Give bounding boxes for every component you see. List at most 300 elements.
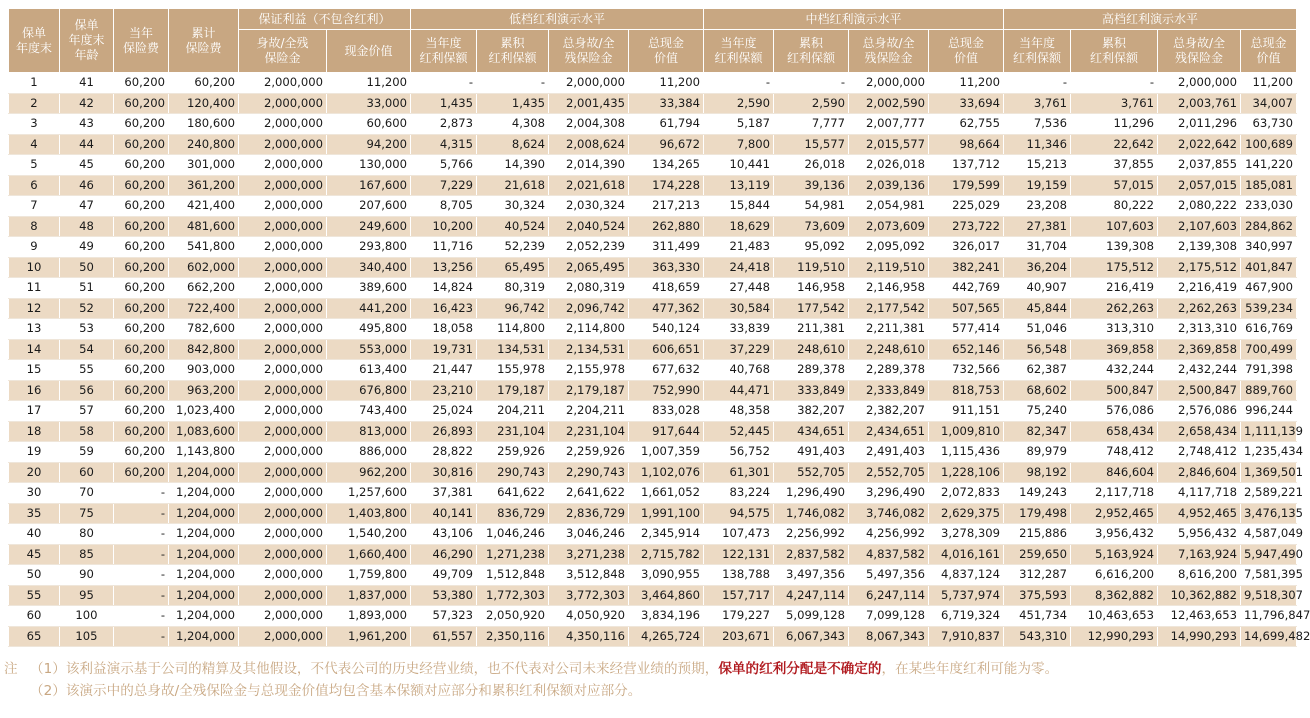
cell-high-total-cash: 233,030 — [1241, 196, 1297, 217]
cell-low-annual-bonus: 26,893 — [411, 421, 477, 442]
cell-low-annual-bonus: 46,290 — [411, 544, 477, 565]
cell-cumulative-premium: 602,000 — [169, 257, 239, 278]
cell-high-total-death: 2,175,512 — [1158, 257, 1241, 278]
cell-death-benefit: 2,000,000 — [239, 544, 327, 565]
cell-annual-premium: 60,200 — [114, 401, 169, 422]
cell-low-annual-bonus: 37,381 — [411, 483, 477, 504]
cell-high-total-death: 12,463,653 — [1158, 606, 1241, 627]
cell-low-cumulative-bonus: 30,324 — [477, 196, 549, 217]
header-policy-year: 保单 年度末 — [9, 9, 60, 73]
cell-low-total-cash: 833,028 — [629, 401, 704, 422]
cell-mid-annual-bonus: 61,301 — [704, 462, 774, 483]
cell-low-total-cash: 606,651 — [629, 339, 704, 360]
cell-annual-premium: - — [114, 544, 169, 565]
cell-cumulative-premium: 1,204,000 — [169, 626, 239, 647]
cell-low-total-death: 2,052,239 — [549, 237, 629, 258]
cell-mid-total-cash: 442,769 — [929, 278, 1004, 299]
cell-mid-total-cash: 911,151 — [929, 401, 1004, 422]
cell-cumulative-premium: 120,400 — [169, 93, 239, 114]
cell-mid-total-cash: 1,115,436 — [929, 442, 1004, 463]
cell-policy-year: 6 — [9, 175, 60, 196]
cell-low-annual-bonus: 7,229 — [411, 175, 477, 196]
cell-death-benefit: 2,000,000 — [239, 565, 327, 586]
cell-mid-total-death: 2,119,510 — [849, 257, 929, 278]
cell-policy-year: 18 — [9, 421, 60, 442]
cell-annual-premium: 60,200 — [114, 339, 169, 360]
cell-mid-total-death: 2,039,136 — [849, 175, 929, 196]
cell-low-cumulative-bonus: 4,308 — [477, 114, 549, 135]
cell-mid-cumulative-bonus: 211,381 — [774, 319, 849, 340]
cell-high-cumulative-bonus: 658,434 — [1071, 421, 1158, 442]
cell-mid-total-death: 4,837,582 — [849, 544, 929, 565]
cell-cumulative-premium: 1,204,000 — [169, 565, 239, 586]
cell-low-annual-bonus: 5,766 — [411, 155, 477, 176]
cell-annual-premium: 60,200 — [114, 257, 169, 278]
cell-low-total-death: 2,065,495 — [549, 257, 629, 278]
cell-policy-year: 55 — [9, 585, 60, 606]
cell-age: 95 — [60, 585, 114, 606]
table-header — [9, 9, 1297, 73]
cell-cash-value: 743,400 — [327, 401, 411, 422]
cell-high-total-death: 2,846,604 — [1158, 462, 1241, 483]
cell-mid-annual-bonus: 40,768 — [704, 360, 774, 381]
cell-low-total-cash: 3,090,955 — [629, 565, 704, 586]
cell-death-benefit: 2,000,000 — [239, 73, 327, 94]
cell-cumulative-premium: 481,600 — [169, 216, 239, 237]
cell-cash-value: 340,400 — [327, 257, 411, 278]
cell-low-total-death: 2,231,104 — [549, 421, 629, 442]
cell-mid-total-death: 5,497,356 — [849, 565, 929, 586]
cell-mid-annual-bonus: 179,227 — [704, 606, 774, 627]
cell-cash-value: 293,800 — [327, 237, 411, 258]
cell-death-benefit: 2,000,000 — [239, 380, 327, 401]
cell-death-benefit: 2,000,000 — [239, 606, 327, 627]
cell-low-total-cash: 752,990 — [629, 380, 704, 401]
cell-low-cumulative-bonus: 14,390 — [477, 155, 549, 176]
cell-cumulative-premium: 301,000 — [169, 155, 239, 176]
cell-high-annual-bonus: 179,498 — [1004, 503, 1071, 524]
cell-policy-year: 50 — [9, 565, 60, 586]
cell-annual-premium: - — [114, 524, 169, 545]
cell-mid-cumulative-bonus: 3,497,356 — [774, 565, 849, 586]
cell-low-total-death: 2,259,926 — [549, 442, 629, 463]
cell-mid-total-death: 7,099,128 — [849, 606, 929, 627]
header-annual-premium: 当年 保险费 — [114, 9, 169, 73]
cell-cumulative-premium: 1,204,000 — [169, 483, 239, 504]
cell-high-total-death: 2,011,296 — [1158, 114, 1241, 135]
cell-high-annual-bonus: 312,287 — [1004, 565, 1071, 586]
cell-cash-value: 249,600 — [327, 216, 411, 237]
cell-low-total-death: 2,030,324 — [549, 196, 629, 217]
cell-high-cumulative-bonus: 432,244 — [1071, 360, 1158, 381]
cell-annual-premium: 60,200 — [114, 380, 169, 401]
cell-policy-year: 40 — [9, 524, 60, 545]
table-row — [9, 421, 1297, 442]
header-mid-total-cash: 总现金 价值 — [929, 30, 1004, 73]
cell-cash-value: 1,961,200 — [327, 626, 411, 647]
cell-high-cumulative-bonus: 216,419 — [1071, 278, 1158, 299]
cell-policy-year: 9 — [9, 237, 60, 258]
cell-high-total-cash: 5,947,490 — [1241, 544, 1297, 565]
table-row — [9, 216, 1297, 237]
cell-low-total-cash: 363,330 — [629, 257, 704, 278]
cell-low-cumulative-bonus: 96,742 — [477, 298, 549, 319]
cell-annual-premium: 60,200 — [114, 93, 169, 114]
cell-high-cumulative-bonus: 369,858 — [1071, 339, 1158, 360]
cell-high-annual-bonus: 75,240 — [1004, 401, 1071, 422]
header-high-total-cash: 总现金 价值 — [1241, 30, 1297, 73]
cell-mid-total-death: 2,095,092 — [849, 237, 929, 258]
cell-low-annual-bonus: 10,200 — [411, 216, 477, 237]
cell-mid-total-death: 2,491,403 — [849, 442, 929, 463]
cell-mid-annual-bonus: 15,844 — [704, 196, 774, 217]
cell-low-annual-bonus: 30,816 — [411, 462, 477, 483]
cell-age: 100 — [60, 606, 114, 627]
cell-cumulative-premium: 1,204,000 — [169, 503, 239, 524]
cell-high-total-cash: 14,699,482 — [1241, 626, 1297, 647]
benefit-illustration-table — [8, 8, 1310, 647]
cell-low-total-death: 4,050,920 — [549, 606, 629, 627]
cell-low-cumulative-bonus: 179,187 — [477, 380, 549, 401]
cell-low-total-cash: 540,124 — [629, 319, 704, 340]
cell-mid-cumulative-bonus: 26,018 — [774, 155, 849, 176]
cell-low-annual-bonus: 4,315 — [411, 134, 477, 155]
cell-mid-total-death: 2,000,000 — [849, 73, 929, 94]
cell-high-total-death: 2,369,858 — [1158, 339, 1241, 360]
cell-high-cumulative-bonus: 80,222 — [1071, 196, 1158, 217]
cell-high-total-cash: 3,476,135 — [1241, 503, 1297, 524]
cell-low-total-death: 2,014,390 — [549, 155, 629, 176]
cell-low-total-cash: 3,834,196 — [629, 606, 704, 627]
header-cash-value: 现金价值 — [327, 30, 411, 73]
cell-low-cumulative-bonus: 2,050,920 — [477, 606, 549, 627]
cell-policy-year: 5 — [9, 155, 60, 176]
cell-mid-cumulative-bonus: 146,958 — [774, 278, 849, 299]
cell-high-cumulative-bonus: 5,163,924 — [1071, 544, 1158, 565]
cell-low-total-death: 2,134,531 — [549, 339, 629, 360]
cell-low-total-cash: 262,880 — [629, 216, 704, 237]
cell-mid-total-death: 2,248,610 — [849, 339, 929, 360]
cell-high-cumulative-bonus: 262,263 — [1071, 298, 1158, 319]
cell-low-total-cash: 1,991,100 — [629, 503, 704, 524]
cell-high-annual-bonus: 11,346 — [1004, 134, 1071, 155]
cell-high-total-cash: 539,234 — [1241, 298, 1297, 319]
cell-high-cumulative-bonus: 10,463,653 — [1071, 606, 1158, 627]
cell-mid-cumulative-bonus: 248,610 — [774, 339, 849, 360]
cell-mid-cumulative-bonus: 434,651 — [774, 421, 849, 442]
cell-mid-annual-bonus: 107,473 — [704, 524, 774, 545]
cell-low-total-cash: 2,715,782 — [629, 544, 704, 565]
cell-high-total-death: 2,748,412 — [1158, 442, 1241, 463]
cell-policy-year: 15 — [9, 360, 60, 381]
cell-high-total-death: 10,362,882 — [1158, 585, 1241, 606]
cell-high-annual-bonus: 51,046 — [1004, 319, 1071, 340]
cell-mid-total-cash: 225,029 — [929, 196, 1004, 217]
cell-low-annual-bonus: 13,256 — [411, 257, 477, 278]
cell-cash-value: 1,540,200 — [327, 524, 411, 545]
cell-high-cumulative-bonus: 500,847 — [1071, 380, 1158, 401]
cell-low-total-death: 2,096,742 — [549, 298, 629, 319]
cell-cash-value: 962,200 — [327, 462, 411, 483]
cell-high-cumulative-bonus: 57,015 — [1071, 175, 1158, 196]
cell-policy-year: 8 — [9, 216, 60, 237]
cell-mid-annual-bonus: 18,629 — [704, 216, 774, 237]
cell-high-total-cash: 63,730 — [1241, 114, 1297, 135]
cell-high-annual-bonus: 56,548 — [1004, 339, 1071, 360]
cell-high-annual-bonus: 31,704 — [1004, 237, 1071, 258]
cell-mid-total-cash: 179,599 — [929, 175, 1004, 196]
cell-high-total-death: 2,576,086 — [1158, 401, 1241, 422]
cell-policy-year: 65 — [9, 626, 60, 647]
cell-high-annual-bonus: 36,204 — [1004, 257, 1071, 278]
cell-high-annual-bonus: 98,192 — [1004, 462, 1071, 483]
cell-cumulative-premium: 60,200 — [169, 73, 239, 94]
cell-high-total-cash: 1,369,501 — [1241, 462, 1297, 483]
cell-mid-cumulative-bonus: 7,777 — [774, 114, 849, 135]
cell-death-benefit: 2,000,000 — [239, 626, 327, 647]
cell-high-cumulative-bonus: 8,362,882 — [1071, 585, 1158, 606]
cell-annual-premium: 60,200 — [114, 175, 169, 196]
cell-cash-value: 1,403,800 — [327, 503, 411, 524]
cell-policy-year: 30 — [9, 483, 60, 504]
table-row — [9, 155, 1297, 176]
cell-low-total-death: 2,204,211 — [549, 401, 629, 422]
cell-low-total-cash: 11,200 — [629, 73, 704, 94]
cell-low-total-cash: 96,672 — [629, 134, 704, 155]
table-row — [9, 462, 1297, 483]
cell-low-total-death: 2,641,622 — [549, 483, 629, 504]
cell-high-total-death: 2,080,222 — [1158, 196, 1241, 217]
cell-annual-premium: 60,200 — [114, 73, 169, 94]
cell-annual-premium: 60,200 — [114, 216, 169, 237]
cell-low-cumulative-bonus: 8,624 — [477, 134, 549, 155]
cell-mid-annual-bonus: 10,441 — [704, 155, 774, 176]
cell-mid-annual-bonus: 56,752 — [704, 442, 774, 463]
cell-cumulative-premium: 1,204,000 — [169, 524, 239, 545]
table-row — [9, 524, 1297, 545]
cell-low-total-death: 2,290,743 — [549, 462, 629, 483]
cell-low-cumulative-bonus: 114,800 — [477, 319, 549, 340]
cell-high-cumulative-bonus: 175,512 — [1071, 257, 1158, 278]
cell-death-benefit: 2,000,000 — [239, 216, 327, 237]
cell-cumulative-premium: 1,143,800 — [169, 442, 239, 463]
cell-mid-total-death: 2,434,651 — [849, 421, 929, 442]
cell-mid-total-cash: 382,241 — [929, 257, 1004, 278]
table-row — [9, 93, 1297, 114]
cell-cumulative-premium: 1,204,000 — [169, 544, 239, 565]
cell-cash-value: 33,000 — [327, 93, 411, 114]
cell-annual-premium: - — [114, 626, 169, 647]
cell-low-total-cash: 311,499 — [629, 237, 704, 258]
cell-high-cumulative-bonus: 107,603 — [1071, 216, 1158, 237]
cell-mid-annual-bonus: 138,788 — [704, 565, 774, 586]
cell-high-cumulative-bonus: 576,086 — [1071, 401, 1158, 422]
cell-policy-year: 45 — [9, 544, 60, 565]
cell-mid-total-cash: 4,837,124 — [929, 565, 1004, 586]
cell-high-annual-bonus: 215,886 — [1004, 524, 1071, 545]
cell-age: 44 — [60, 134, 114, 155]
cell-age: 53 — [60, 319, 114, 340]
cell-high-total-cash: 700,499 — [1241, 339, 1297, 360]
cell-high-cumulative-bonus: 12,990,293 — [1071, 626, 1158, 647]
cell-policy-year: 19 — [9, 442, 60, 463]
table-row — [9, 606, 1297, 627]
cell-mid-cumulative-bonus: 39,136 — [774, 175, 849, 196]
cell-mid-annual-bonus: 203,671 — [704, 626, 774, 647]
table-row — [9, 380, 1297, 401]
cell-policy-year: 1 — [9, 73, 60, 94]
cell-mid-cumulative-bonus: 177,542 — [774, 298, 849, 319]
footnote-1-text: （1）该利益演示基于公司的精算及其他假设，不代表公司的历史经营业绩，也不代表对公司未来经营业绩的预期， — [30, 661, 719, 677]
cell-low-cumulative-bonus: 836,729 — [477, 503, 549, 524]
table-row — [9, 503, 1297, 524]
cell-death-benefit: 2,000,000 — [239, 114, 327, 135]
cell-mid-total-death: 2,289,378 — [849, 360, 929, 381]
cell-mid-annual-bonus: - — [704, 73, 774, 94]
cell-high-total-death: 2,057,015 — [1158, 175, 1241, 196]
cell-mid-cumulative-bonus: 73,609 — [774, 216, 849, 237]
cell-policy-year: 20 — [9, 462, 60, 483]
cell-low-annual-bonus: 28,822 — [411, 442, 477, 463]
header-mid-annual-bonus: 当年度 红利保额 — [704, 30, 774, 73]
cell-cumulative-premium: 1,083,600 — [169, 421, 239, 442]
cell-annual-premium: 60,200 — [114, 421, 169, 442]
table-row — [9, 339, 1297, 360]
cell-low-total-death: 2,155,978 — [549, 360, 629, 381]
cell-cash-value: 886,000 — [327, 442, 411, 463]
cell-high-total-cash: 401,847 — [1241, 257, 1297, 278]
cell-low-total-death: 2,001,435 — [549, 93, 629, 114]
cell-mid-total-cash: 818,753 — [929, 380, 1004, 401]
header-death-benefit: 身故/全残 保险金 — [239, 30, 327, 73]
cell-high-total-death: 2,000,000 — [1158, 73, 1241, 94]
header-high-bonus-group: 高档红利演示水平 — [1004, 9, 1297, 30]
cell-high-annual-bonus: 27,381 — [1004, 216, 1071, 237]
cell-high-total-death: 7,163,924 — [1158, 544, 1241, 565]
cell-mid-total-cash: 7,910,837 — [929, 626, 1004, 647]
cell-high-cumulative-bonus: - — [1071, 73, 1158, 94]
cell-low-total-cash: 418,659 — [629, 278, 704, 299]
cell-policy-year: 12 — [9, 298, 60, 319]
table-row — [9, 626, 1297, 647]
cell-low-total-death: 3,512,848 — [549, 565, 629, 586]
cell-low-total-death: 3,271,238 — [549, 544, 629, 565]
cell-age: 57 — [60, 401, 114, 422]
header-mid-bonus-group: 中档红利演示水平 — [704, 9, 1004, 30]
cell-low-annual-bonus: 11,716 — [411, 237, 477, 258]
cell-high-cumulative-bonus: 2,117,718 — [1071, 483, 1158, 504]
cell-high-total-cash: 2,589,221 — [1241, 483, 1297, 504]
cell-cumulative-premium: 963,200 — [169, 380, 239, 401]
cell-annual-premium: 60,200 — [114, 298, 169, 319]
cell-mid-total-cash: 507,565 — [929, 298, 1004, 319]
cell-annual-premium: - — [114, 606, 169, 627]
cell-age: 59 — [60, 442, 114, 463]
cell-mid-annual-bonus: 21,483 — [704, 237, 774, 258]
cell-low-total-death: 2,080,319 — [549, 278, 629, 299]
table-row — [9, 196, 1297, 217]
cell-mid-cumulative-bonus: 491,403 — [774, 442, 849, 463]
cell-high-total-cash: 1,235,434 — [1241, 442, 1297, 463]
cell-mid-annual-bonus: 30,584 — [704, 298, 774, 319]
cell-low-total-death: 2,836,729 — [549, 503, 629, 524]
cell-low-cumulative-bonus: 1,271,238 — [477, 544, 549, 565]
cell-mid-total-cash: 2,629,375 — [929, 503, 1004, 524]
cell-high-total-death: 2,313,310 — [1158, 319, 1241, 340]
cell-mid-total-cash: 137,712 — [929, 155, 1004, 176]
cell-high-annual-bonus: 89,979 — [1004, 442, 1071, 463]
table-row — [9, 298, 1297, 319]
cell-mid-cumulative-bonus: 2,256,992 — [774, 524, 849, 545]
cell-policy-year: 10 — [9, 257, 60, 278]
cell-cumulative-premium: 1,204,000 — [169, 462, 239, 483]
cell-mid-annual-bonus: 37,229 — [704, 339, 774, 360]
cell-low-total-death: 2,004,308 — [549, 114, 629, 135]
cell-low-annual-bonus: 49,709 — [411, 565, 477, 586]
table-row — [9, 114, 1297, 135]
cell-low-total-cash: 1,007,359 — [629, 442, 704, 463]
cell-policy-year: 3 — [9, 114, 60, 135]
cell-annual-premium: - — [114, 503, 169, 524]
cell-annual-premium: 60,200 — [114, 134, 169, 155]
cell-mid-total-cash: 5,737,974 — [929, 585, 1004, 606]
cell-high-total-cash: 100,689 — [1241, 134, 1297, 155]
cell-age: 41 — [60, 73, 114, 94]
cell-age: 47 — [60, 196, 114, 217]
table-row — [9, 257, 1297, 278]
cell-mid-cumulative-bonus: 54,981 — [774, 196, 849, 217]
cell-low-cumulative-bonus: 52,239 — [477, 237, 549, 258]
cell-low-total-death: 2,021,618 — [549, 175, 629, 196]
cell-low-cumulative-bonus: 290,743 — [477, 462, 549, 483]
cell-age: 45 — [60, 155, 114, 176]
cell-mid-total-death: 2,552,705 — [849, 462, 929, 483]
cell-cumulative-premium: 1,204,000 — [169, 606, 239, 627]
cell-age: 48 — [60, 216, 114, 237]
cell-mid-total-death: 4,256,992 — [849, 524, 929, 545]
cell-age: 80 — [60, 524, 114, 545]
cell-high-cumulative-bonus: 3,956,432 — [1071, 524, 1158, 545]
cell-low-annual-bonus: 14,824 — [411, 278, 477, 299]
cell-mid-cumulative-bonus: 6,067,343 — [774, 626, 849, 647]
cell-mid-cumulative-bonus: 333,849 — [774, 380, 849, 401]
cell-mid-annual-bonus: 13,119 — [704, 175, 774, 196]
cell-mid-total-death: 2,333,849 — [849, 380, 929, 401]
cell-high-total-cash: 1,111,139 — [1241, 421, 1297, 442]
cell-annual-premium: - — [114, 585, 169, 606]
cell-mid-total-cash: 273,722 — [929, 216, 1004, 237]
cell-annual-premium: 60,200 — [114, 360, 169, 381]
cell-age: 55 — [60, 360, 114, 381]
cell-policy-year: 16 — [9, 380, 60, 401]
cell-mid-total-death: 2,146,958 — [849, 278, 929, 299]
cell-death-benefit: 2,000,000 — [239, 134, 327, 155]
cell-high-total-death: 2,432,244 — [1158, 360, 1241, 381]
cell-low-total-cash: 677,632 — [629, 360, 704, 381]
cell-high-total-death: 2,216,419 — [1158, 278, 1241, 299]
cell-mid-annual-bonus: 7,800 — [704, 134, 774, 155]
cell-high-annual-bonus: 3,761 — [1004, 93, 1071, 114]
cell-mid-annual-bonus: 83,224 — [704, 483, 774, 504]
cell-cash-value: 813,000 — [327, 421, 411, 442]
cell-death-benefit: 2,000,000 — [239, 503, 327, 524]
cell-mid-total-death: 6,247,114 — [849, 585, 929, 606]
cell-cash-value: 167,600 — [327, 175, 411, 196]
cell-mid-annual-bonus: 52,445 — [704, 421, 774, 442]
cell-mid-total-cash: 326,017 — [929, 237, 1004, 258]
cell-low-cumulative-bonus: 1,772,303 — [477, 585, 549, 606]
cell-high-total-cash: 889,760 — [1241, 380, 1297, 401]
